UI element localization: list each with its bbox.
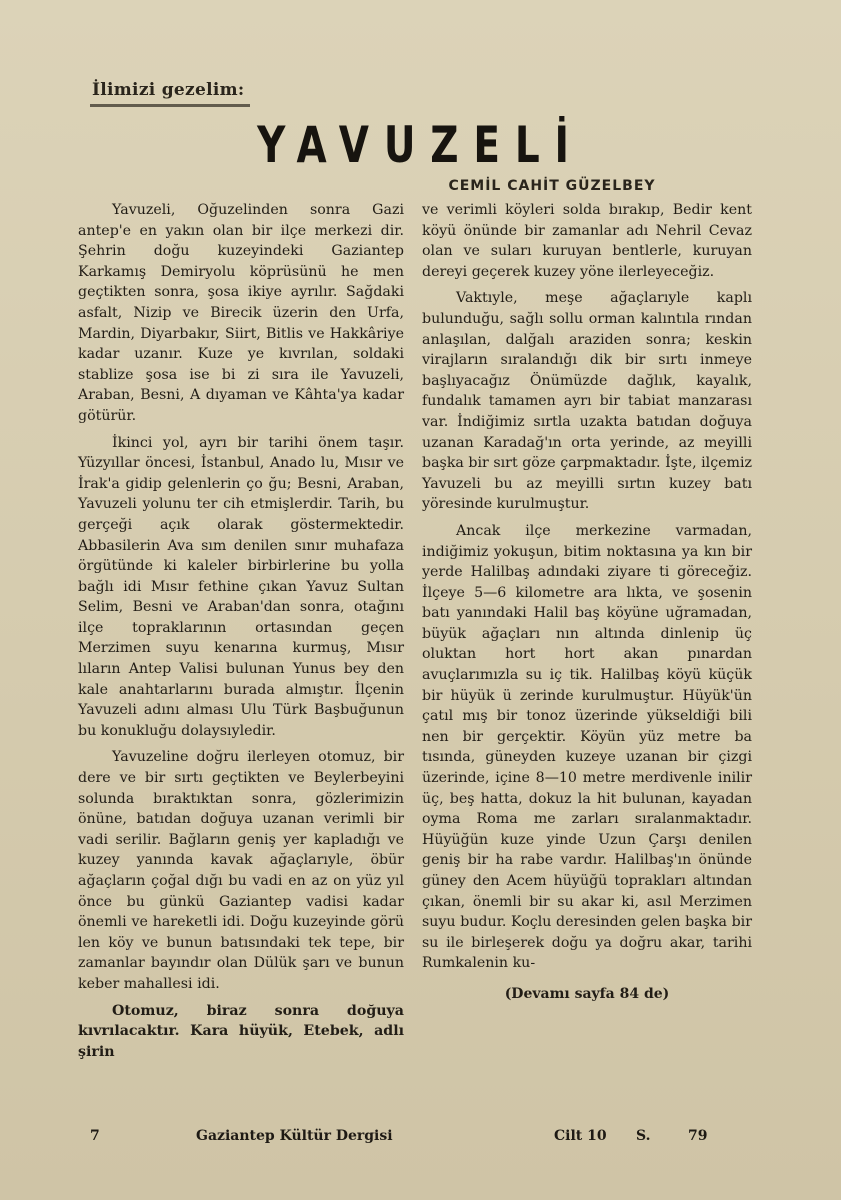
paragraph: Ancak ilçe merkezine varmadan, indiğimiz yokuşun, bitim noktasına ya kın bir yerde Halilbaş adındaki ziyare ti göreceğiz. İlçeye 5—6 kilometre ara lıkta, ve şosenin batı yanındaki Halil baş köyüne uğramadan, büyük ağaçları nın altında dinlenip üç oluktan hort hort akan pınardan avuçlarımızla su iç tik. Halilbaş köyü küçük bir hüyük ü zerinde kurulmuştur. Hüyük'ün çatıl mış bir tonoz üzerinde yükseldiği bili nen bir gerçektir. Köyün yüz metre ba tısında, güneyden kuzeye uzanan bir çizgi üzerinde, içine 8—10 metre merdivenle inilir üç, beş hatta, dokuz la hit bulunan, kayadan oyma Roma me zarları sıralanmaktadır. Hüyüğün kuze yinde Uzun Çarşı denilen geniş bir ha rabe vardır. Halilbaş'ın önünde güney den Acem hüyüğü toprakları altından çıkan, önemli bir su akar ki, asıl Merzimen suyu budur. Koçlu deresinden gelen başka bir su ile birleşerek doğu ya doğru akar, tarihi Rumkalenin ku-: [422, 522, 752, 972]
page-footer: [0, 1128, 841, 1150]
paragraph: İkinci yol, ayrı bir tarihi önem taşır. Yüzyıllar öncesi, İstanbul, Anado lu, Mısır ve İrak'a gidip gelenlerin ço ğu; Besni, Araban, Yavuzeli yolunu ter cih etmişlerdir. Tarih, bu gerçeği açık olarak göstermektedir. Abbasilerin Ava sım denilen sınır muhafaza örgütünde ki kaleler birbirlerine bu yolla bağlı idi Mısır fethine çıkan Yavuz Sultan Selim, Besni ve Araban'dan sonra, otağını ilçe topraklarının ortasından geçen Merzimen suyu kenarına kurmuş, Mısır lıların Antep Valisi bulunan Yunus bey den kale anahtarlarını burada almıştır. İlçenin Yavuzeli adını alması Ulu Türk Başbuğunun bu konukluğu dolaysıyledir.: [78, 434, 404, 739]
journal-name: Gaziantep Kültür Dergisi: [196, 1128, 393, 1144]
paragraph: Yavuzeline doğru ilerleyen otomuz, bir dere ve bir sırtı geçtikten ve Beylerbeyini solunda bıraktıktan sonra, gözlerimizin önüne, batıdan doğuya uzanan verimli bir vadi serilir. Bağların geniş yer kapladığı ve kuzey yanında kavak ağaçlarıyle, öbür ağaçların çoğal dığı bu vadi en az on yüz yıl önce bu günkü Gaziantep vadisi kadar önemli ve hareketli idi. Doğu kuzeyinde görü len köy ve bunun batısındaki tek tepe, bir zamanlar bayındır olan Dülük şarı ve bunun keber mahallesi idi.: [78, 749, 404, 992]
continued-note: (Devamı sayfa 84 de): [504, 985, 670, 1002]
section-underline: [90, 104, 250, 107]
issue-number: 79: [688, 1128, 708, 1144]
page-number: 7: [90, 1128, 100, 1144]
author-name: CEMİL CAHİT GÜZELBEY: [448, 178, 656, 194]
section-label: İlimizi gezelim:: [92, 80, 245, 100]
issue-label: S.: [636, 1128, 651, 1144]
right-column: [422, 200, 752, 1005]
left-column: [78, 200, 404, 1068]
volume-label: Cilt 10: [554, 1128, 607, 1144]
article-title: YAVUZELİ: [257, 116, 584, 174]
paragraph: Otomuz, biraz sonra doğuya kıvrılacaktır. Kara hüyük, Etebek, adlı şirin: [78, 1002, 404, 1060]
paragraph: ve verimli köyleri solda bırakıp, Bedir kent köyü önünde bir zamanlar adı Nehril Cevaz olan ve suları kuruyan bentlerle, kuruyan dereyi geçerek kuzey yöne ilerleyeceğiz.: [422, 202, 752, 280]
paragraph: Yavuzeli, Oğuzelinden sonra Gazi antep'e en yakın olan bir ilçe merkezi dir. Şehrin doğu kuzeyindeki Gaziantep Karkamış Demiryolu köprüsünü he men geçtikten sonra, şosa ikiye ayrılır. Sağdaki asfalt, Nizip ve Birecik üzerin den Urfa, Mardin, Diyarbakır, Siirt, Bitlis ve Hakkâriye kadar uzanır. Kuze ye kıvrılan, soldaki stablize şosa ise bi zi sıra ile Yavuzeli, Araban, Besni, A dıyaman ve Kâhta'ya kadar götürür.: [78, 202, 404, 424]
paragraph: Vaktıyle, meşe ağaçlarıyle kaplı bulunduğu, sağlı sollu orman kalıntıla rından anlaşılan, dalğalı araziden sonra; keskin virajların sıralandığı dik bir sırtı inmeye başlıyacağız Önümüzde dağlık, kayalık, fundalık tamamen ayrı bir tabiat manzarası var. İndiğimiz sırtla uzakta batıdan doğuya uzanan Karadağ'ın orta yerinde, az meyilli başka bir sırt göze çarpmaktadır. İşte, ilçemiz Yavuzeli bu az meyilli sırtın kuzey batı yöresinde kurulmuştur.: [422, 290, 752, 513]
